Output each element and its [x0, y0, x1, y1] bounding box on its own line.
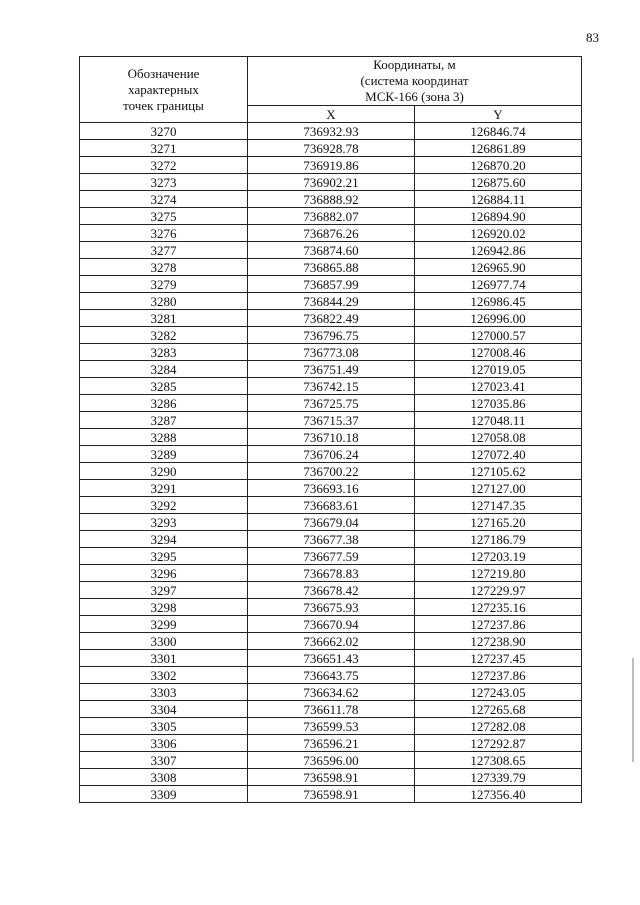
y-coordinate-cell: 126894.90 [415, 208, 582, 225]
y-coordinate-cell: 127105.62 [415, 463, 582, 480]
y-coordinate-cell: 127265.68 [415, 701, 582, 718]
y-coordinate-cell: 127243.05 [415, 684, 582, 701]
point-id-cell: 3280 [80, 293, 248, 310]
header-line: (система координат [360, 73, 469, 88]
x-coordinate-cell: 736662.02 [248, 633, 415, 650]
y-coordinate-cell: 127147.35 [415, 497, 582, 514]
point-id-cell: 3293 [80, 514, 248, 531]
table-row [80, 429, 582, 446]
point-id-cell: 3300 [80, 633, 248, 650]
x-coordinate-cell: 736706.24 [248, 446, 415, 463]
point-id-cell: 3305 [80, 718, 248, 735]
x-coordinate-cell: 736651.43 [248, 650, 415, 667]
table-row [80, 293, 582, 310]
point-id-cell: 3292 [80, 497, 248, 514]
table-row [80, 514, 582, 531]
x-coordinate-cell: 736715.37 [248, 412, 415, 429]
point-id-cell: 3282 [80, 327, 248, 344]
header-line: Обозначение [127, 65, 200, 81]
y-coordinate-cell: 127229.97 [415, 582, 582, 599]
y-coordinate-cell: 126884.11 [415, 191, 582, 208]
table-row [80, 616, 582, 633]
point-id-cell: 3272 [80, 157, 248, 174]
table-row [80, 786, 582, 803]
table-row [80, 395, 582, 412]
x-coordinate-cell: 736675.93 [248, 599, 415, 616]
coordinates-table [79, 56, 582, 803]
x-coordinate-cell: 736643.75 [248, 667, 415, 684]
y-coordinate-cell: 126861.89 [415, 140, 582, 157]
table-row [80, 412, 582, 429]
y-coordinate-cell: 127356.40 [415, 786, 582, 803]
table-row [80, 344, 582, 361]
x-coordinate-cell: 736611.78 [248, 701, 415, 718]
point-id-cell: 3283 [80, 344, 248, 361]
point-id-cell: 3304 [80, 701, 248, 718]
point-id-cell: 3288 [80, 429, 248, 446]
table-row [80, 565, 582, 582]
point-id-cell: 3270 [80, 123, 248, 140]
point-id-cell: 3284 [80, 361, 248, 378]
point-id-cell: 3308 [80, 769, 248, 786]
point-id-cell: 3294 [80, 531, 248, 548]
x-coordinate-cell: 736596.21 [248, 735, 415, 752]
x-coordinate-cell: 736882.07 [248, 208, 415, 225]
y-coordinate-cell: 126875.60 [415, 174, 582, 191]
x-coordinate-cell: 736844.29 [248, 293, 415, 310]
x-coordinate-cell: 736677.59 [248, 548, 415, 565]
y-column-header: Y [415, 106, 582, 123]
x-coordinate-cell: 736919.86 [248, 157, 415, 174]
y-coordinate-cell: 127282.08 [415, 718, 582, 735]
point-id-cell: 3275 [80, 208, 248, 225]
table-row [80, 174, 582, 191]
x-coordinate-cell: 736874.60 [248, 242, 415, 259]
x-coordinate-cell: 736773.08 [248, 344, 415, 361]
x-coordinate-cell: 736596.00 [248, 752, 415, 769]
table-row [80, 123, 582, 140]
x-coordinate-cell: 736710.18 [248, 429, 415, 446]
table-row [80, 752, 582, 769]
x-coordinate-cell: 736598.91 [248, 786, 415, 803]
table-row [80, 582, 582, 599]
x-coordinate-cell: 736678.42 [248, 582, 415, 599]
point-id-cell: 3274 [80, 191, 248, 208]
x-coordinate-cell: 736678.83 [248, 565, 415, 582]
y-coordinate-cell: 127237.45 [415, 650, 582, 667]
x-coordinate-cell: 736796.75 [248, 327, 415, 344]
point-id-cell: 3277 [80, 242, 248, 259]
table-row [80, 157, 582, 174]
table-row [80, 378, 582, 395]
x-coordinate-cell: 736751.49 [248, 361, 415, 378]
point-id-cell: 3289 [80, 446, 248, 463]
table-row [80, 259, 582, 276]
x-coordinate-cell: 736677.38 [248, 531, 415, 548]
point-id-cell: 3279 [80, 276, 248, 293]
y-coordinate-cell: 127308.65 [415, 752, 582, 769]
point-id-cell: 3298 [80, 599, 248, 616]
y-coordinate-cell: 127023.41 [415, 378, 582, 395]
table-row [80, 191, 582, 208]
point-id-cell: 3278 [80, 259, 248, 276]
header-line: Координаты, м [373, 57, 456, 72]
x-coordinate-cell: 736693.16 [248, 480, 415, 497]
table-row [80, 327, 582, 344]
point-id-cell: 3297 [80, 582, 248, 599]
x-coordinate-cell: 736857.99 [248, 276, 415, 293]
x-coordinate-cell: 736679.04 [248, 514, 415, 531]
table-row [80, 633, 582, 650]
x-column-header: X [248, 106, 415, 123]
point-id-cell: 3285 [80, 378, 248, 395]
table-body [80, 123, 582, 803]
table-row [80, 548, 582, 565]
x-coordinate-cell: 736902.21 [248, 174, 415, 191]
y-coordinate-cell: 127048.11 [415, 412, 582, 429]
table-row [80, 446, 582, 463]
header-line: характерных [128, 81, 199, 97]
y-coordinate-cell: 127000.57 [415, 327, 582, 344]
table-row [80, 531, 582, 548]
point-id-cell: 3307 [80, 752, 248, 769]
x-coordinate-cell: 736598.91 [248, 769, 415, 786]
point-id-cell: 3271 [80, 140, 248, 157]
y-coordinate-cell: 127058.08 [415, 429, 582, 446]
table-row [80, 361, 582, 378]
x-coordinate-cell: 736700.22 [248, 463, 415, 480]
x-coordinate-cell: 736670.94 [248, 616, 415, 633]
y-coordinate-cell: 127237.86 [415, 667, 582, 684]
table-row [80, 208, 582, 225]
table-row [80, 310, 582, 327]
point-id-cell: 3290 [80, 463, 248, 480]
y-coordinate-cell: 127186.79 [415, 531, 582, 548]
table-row [80, 497, 582, 514]
point-id-cell: 3291 [80, 480, 248, 497]
page-number: 83 [586, 30, 599, 45]
table-row [80, 735, 582, 752]
table-header [80, 57, 582, 123]
y-coordinate-cell: 126846.74 [415, 123, 582, 140]
table-row [80, 480, 582, 497]
y-coordinate-cell: 126986.45 [415, 293, 582, 310]
y-coordinate-cell: 126920.02 [415, 225, 582, 242]
point-id-cell: 3301 [80, 650, 248, 667]
y-coordinate-cell: 126942.86 [415, 242, 582, 259]
table-row [80, 769, 582, 786]
point-id-cell: 3299 [80, 616, 248, 633]
x-coordinate-cell: 736599.53 [248, 718, 415, 735]
x-coordinate-cell: 736865.88 [248, 259, 415, 276]
y-coordinate-cell: 126996.00 [415, 310, 582, 327]
point-designation-header [80, 57, 248, 123]
y-coordinate-cell: 127008.46 [415, 344, 582, 361]
x-coordinate-cell: 736683.61 [248, 497, 415, 514]
point-id-cell: 3286 [80, 395, 248, 412]
table-row [80, 599, 582, 616]
y-coordinate-cell: 127203.19 [415, 548, 582, 565]
y-coordinate-cell: 126977.74 [415, 276, 582, 293]
y-coordinate-cell: 127035.86 [415, 395, 582, 412]
y-coordinate-cell: 127019.05 [415, 361, 582, 378]
y-coordinate-cell: 126870.20 [415, 157, 582, 174]
y-coordinate-cell: 127235.16 [415, 599, 582, 616]
point-id-cell: 3281 [80, 310, 248, 327]
x-coordinate-cell: 736725.75 [248, 395, 415, 412]
y-coordinate-cell: 127292.87 [415, 735, 582, 752]
table-row [80, 684, 582, 701]
point-id-cell: 3309 [80, 786, 248, 803]
y-coordinate-cell: 127165.20 [415, 514, 582, 531]
table-row [80, 667, 582, 684]
point-id-cell: 3287 [80, 412, 248, 429]
point-id-cell: 3306 [80, 735, 248, 752]
coordinates-header [248, 57, 582, 106]
y-coordinate-cell: 127072.40 [415, 446, 582, 463]
table-row [80, 140, 582, 157]
y-coordinate-cell: 127219.80 [415, 565, 582, 582]
point-id-cell: 3302 [80, 667, 248, 684]
x-coordinate-cell: 736742.15 [248, 378, 415, 395]
x-coordinate-cell: 736928.78 [248, 140, 415, 157]
scan-edge-mark [632, 658, 634, 762]
table-row [80, 701, 582, 718]
x-coordinate-cell: 736634.62 [248, 684, 415, 701]
x-coordinate-cell: 736932.93 [248, 123, 415, 140]
point-id-cell: 3276 [80, 225, 248, 242]
x-coordinate-cell: 736888.92 [248, 191, 415, 208]
y-coordinate-cell: 127238.90 [415, 633, 582, 650]
table-row [80, 718, 582, 735]
table-row [80, 225, 582, 242]
point-id-cell: 3303 [80, 684, 248, 701]
point-id-cell: 3296 [80, 565, 248, 582]
table-row [80, 276, 582, 293]
point-id-cell: 3295 [80, 548, 248, 565]
y-coordinate-cell: 127339.79 [415, 769, 582, 786]
y-coordinate-cell: 127127.00 [415, 480, 582, 497]
table-row [80, 650, 582, 667]
x-coordinate-cell: 736822.49 [248, 310, 415, 327]
x-coordinate-cell: 736876.26 [248, 225, 415, 242]
table-row [80, 242, 582, 259]
header-line: точек границы [123, 97, 204, 113]
header-line: МСК-166 (зона 3) [365, 89, 464, 104]
y-coordinate-cell: 126965.90 [415, 259, 582, 276]
table-row [80, 463, 582, 480]
y-coordinate-cell: 127237.86 [415, 616, 582, 633]
point-id-cell: 3273 [80, 174, 248, 191]
